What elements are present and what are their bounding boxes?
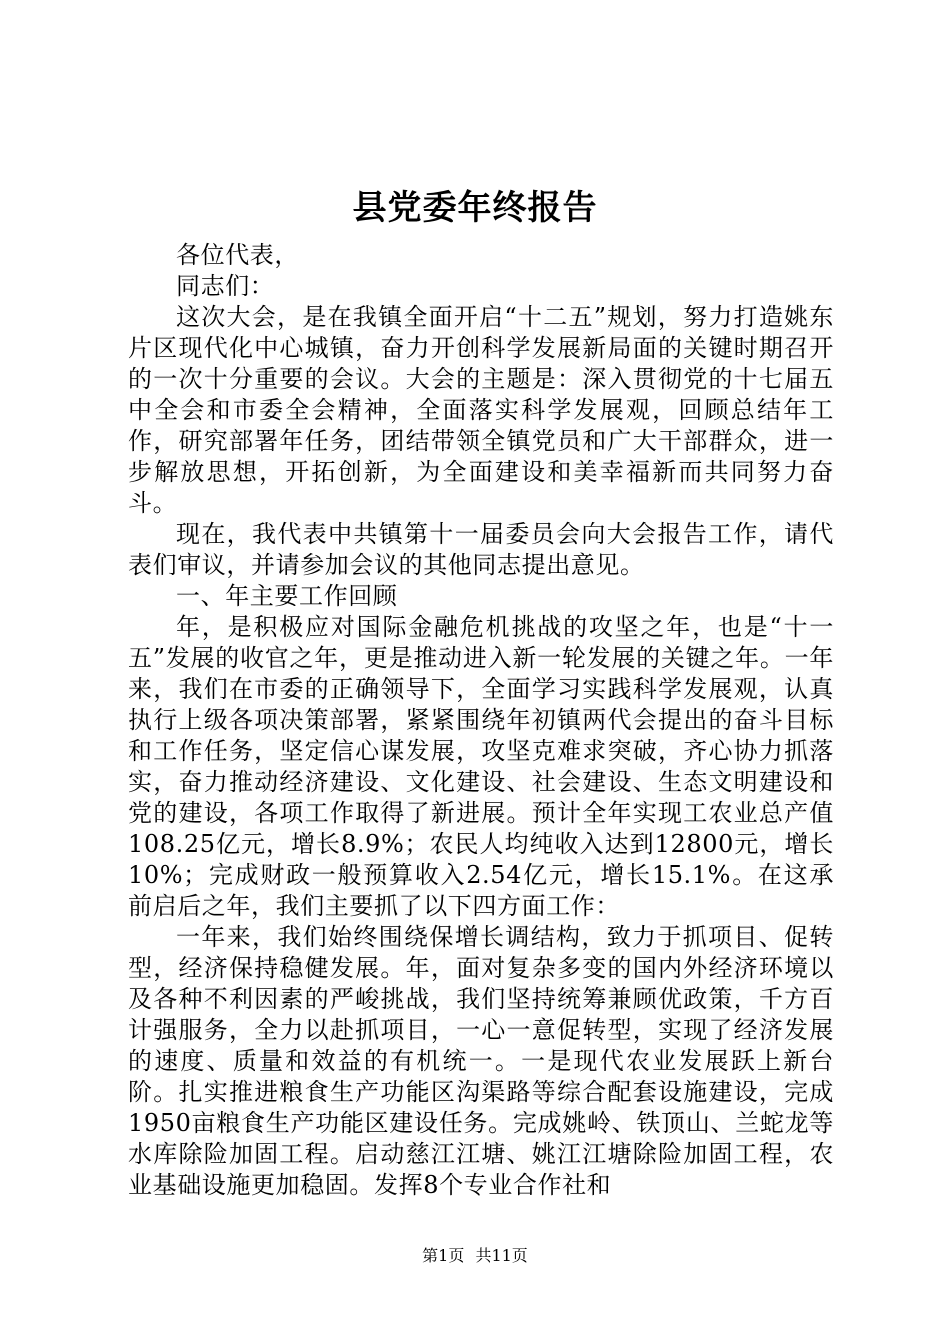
- body-paragraph: 年，是积极应对国际金融危机挑战的攻坚之年，也是“十一五”发展的收官之年，更是推动进入新一轮发展的关键之年。一年来，我们在市委的正确领导下，全面学习实践科学发展观，认真执行上级各项决策部署，紧紧围绕年初镇两代会提出的奋斗目标和工作任务，坚定信心谋发展，攻坚克难求突破，齐心协力抓落实，奋力推动经济建设、文化建设、社会建设、生态文明建设和党的建设，各项工作取得了新进展。预计全年实现工农业总产值108.25亿元，增长8.9%；农民人均纯收入达到12800元，增长10%；完成财政一般预算收入2.54亿元，增长15.1%。在这承前启后之年，我们主要抓了以下四方面工作：: [128, 613, 834, 920]
- body-paragraph: 一年来，我们始终围绕保增长调结构，致力于抓项目、促转型，经济保持稳健发展。年，面对复杂多变的国内外经济环境以及各种不利因素的严峻挑战，我们坚持统筹兼顾优政策，千方百计强服务，全力以赴抓项目，一心一意促转型，实现了经济发展的速度、质量和效益的有机统一。一是现代农业发展跃上新台阶。扎实推进粮食生产功能区沟渠路等综合配套设施建设，完成1950亩粮食生产功能区建设任务。完成姚岭、铁顶山、兰蛇龙等水库除险加固工程。启动慈江江塘、姚江江塘除险加固工程，农业基础设施更加稳固。发挥8个专业合作社和: [128, 923, 834, 1199]
- body-paragraph: 这次大会，是在我镇全面开启“十二五”规划，努力打造姚东片区现代化中心城镇，奋力开创科学发展新局面的关键时期召开的一次十分重要的会议。大会的主题是：深入贯彻党的十七届五中全会和市委全会精神，全面落实科学发展观，回顾总结年工作，研究部署年任务，团结带领全镇党员和广大干部群众，进一步解放思想，开拓创新，为全面建设和美幸福新而共同努力奋斗。: [128, 303, 834, 517]
- document-title: 县党委年终报告: [352, 188, 598, 228]
- greeting-line: 各位代表，: [176, 241, 299, 269]
- page-number-footer: 第1页 共11页: [422, 1246, 528, 1265]
- greeting-line: 同志们：: [176, 272, 275, 300]
- body-paragraph: 现在，我代表中共镇第十一届委员会向大会报告工作，请代表们审议，并请参加会议的其他同志提出意见。: [128, 520, 834, 579]
- document-body: [128, 240, 834, 1201]
- section-heading: 一、年主要工作回顾: [176, 582, 398, 610]
